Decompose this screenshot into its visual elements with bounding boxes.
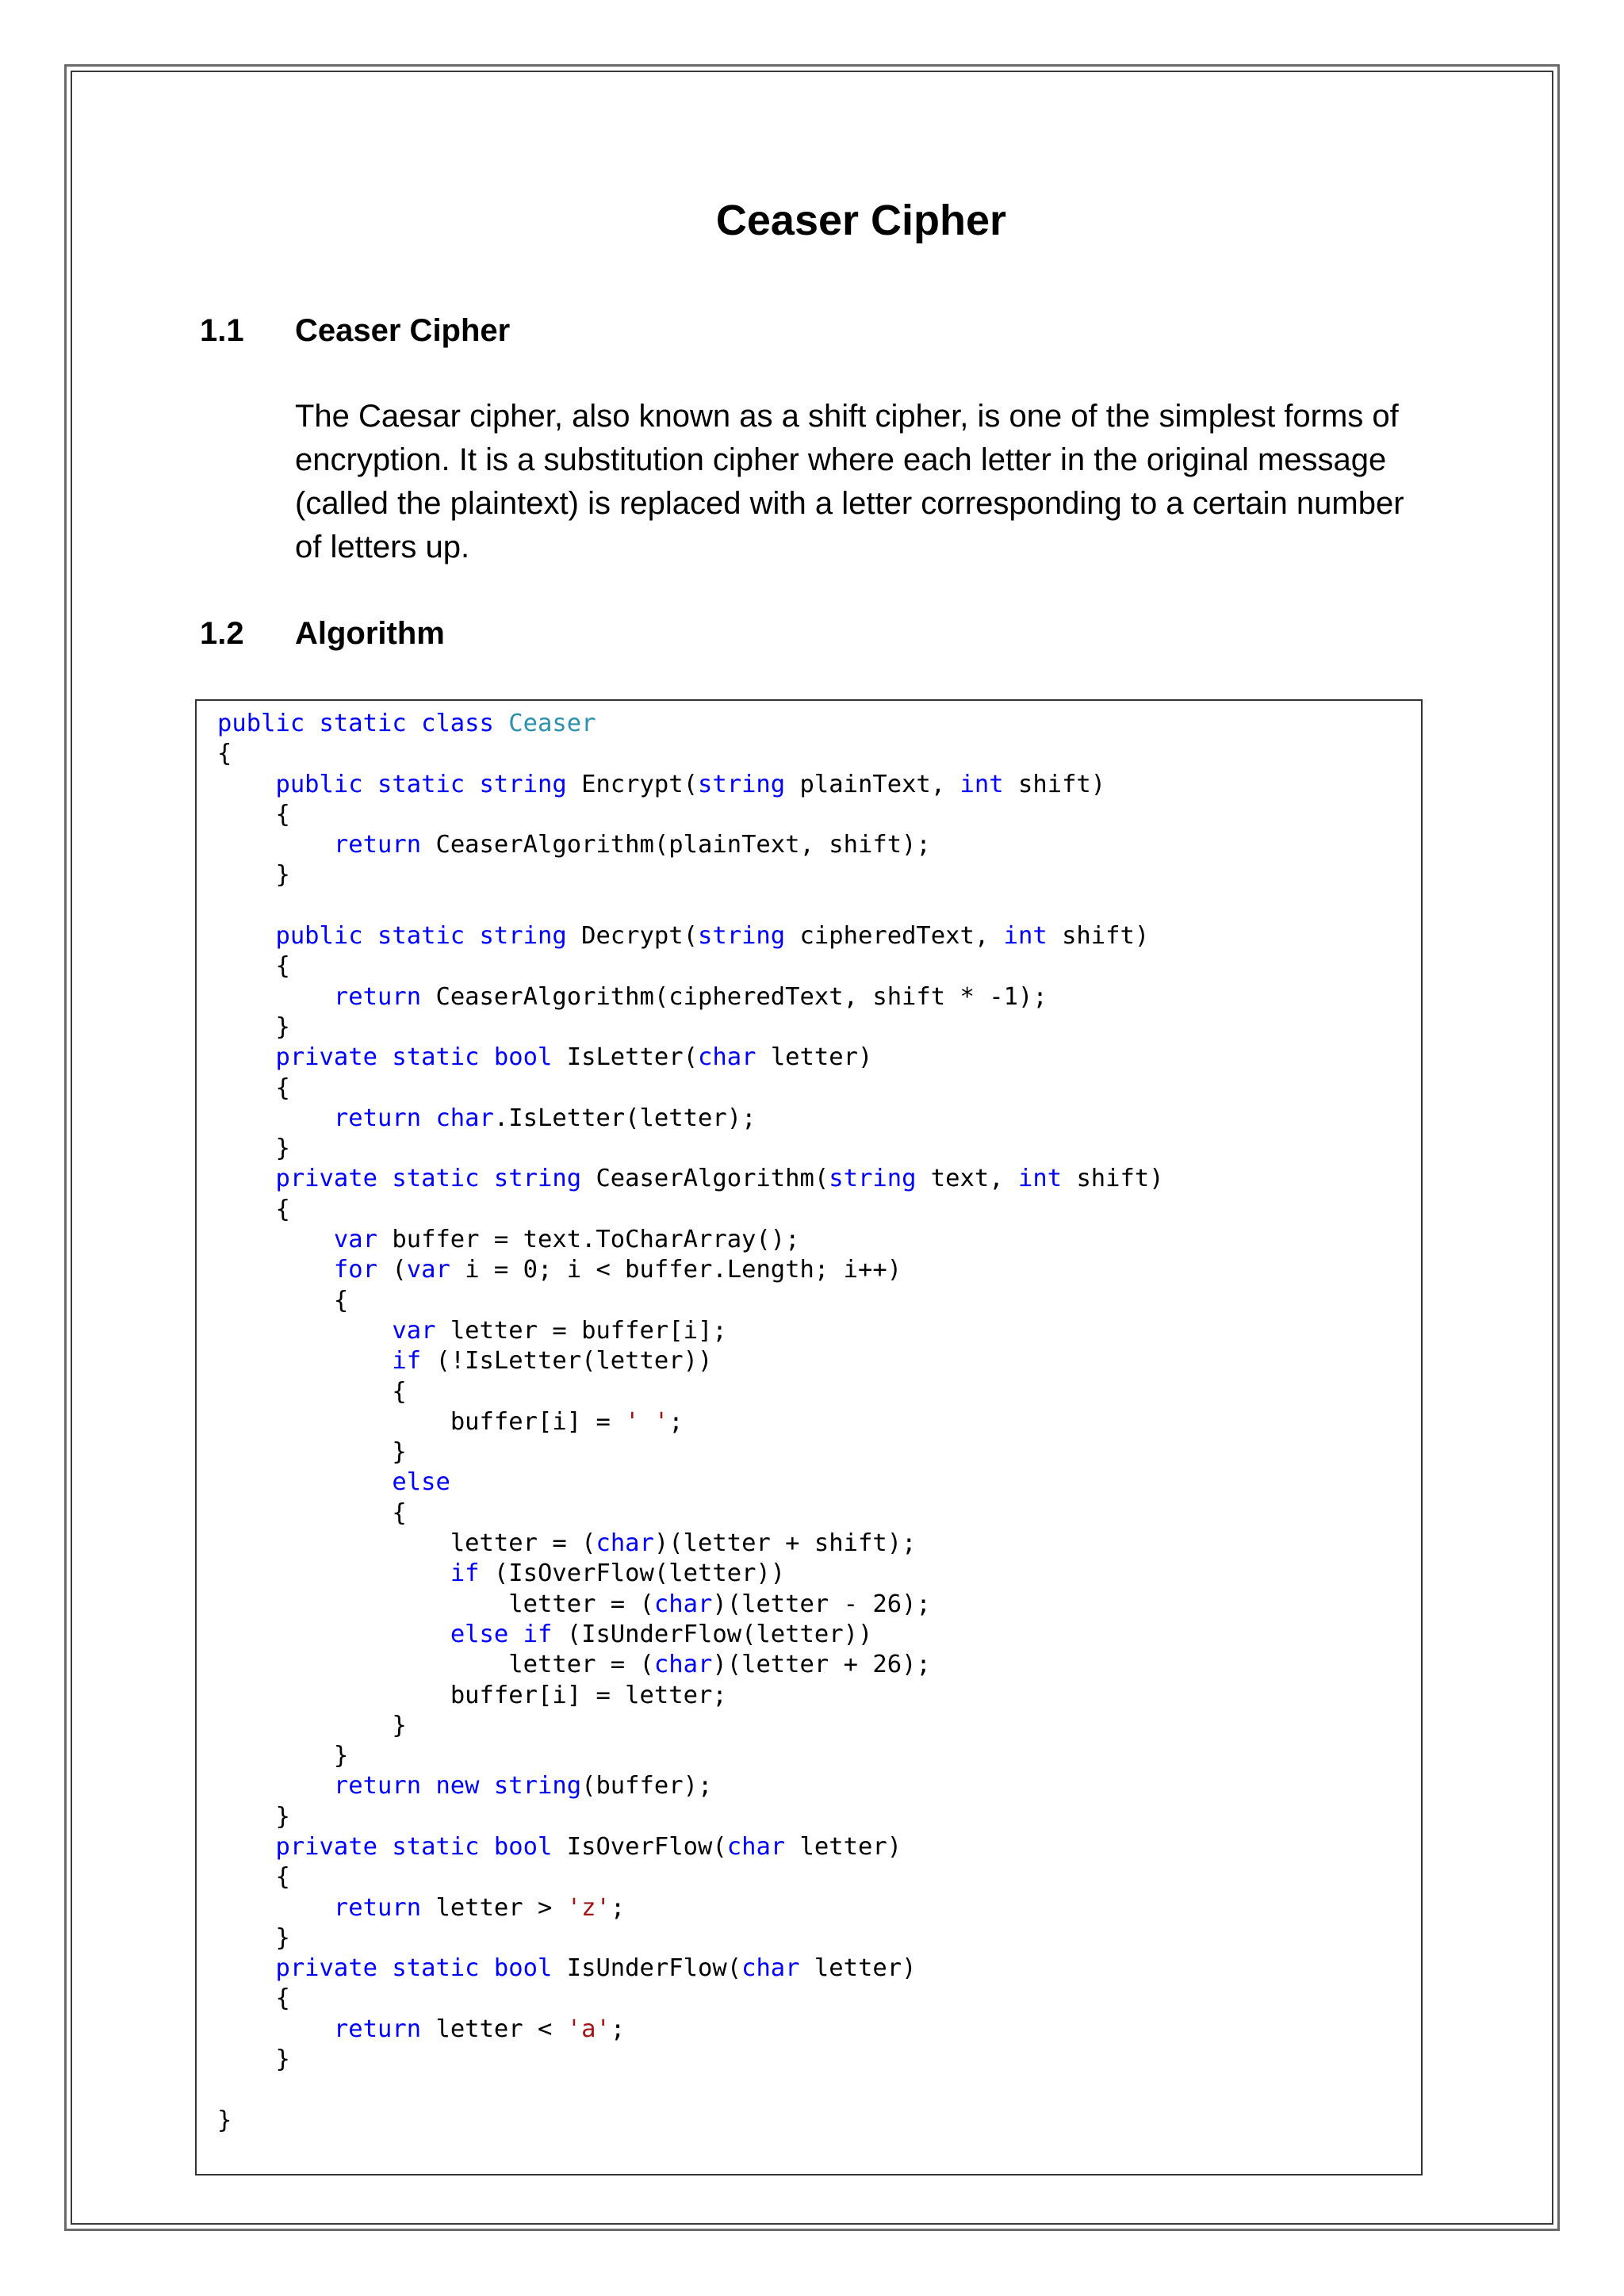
code-token-keyword: var <box>392 1316 450 1345</box>
code-token-plain: buffer[i] = <box>217 1407 626 1436</box>
code-listing <box>217 709 1164 2136</box>
code-token-plain: text, <box>930 1165 1018 1193</box>
section-title: Ceaser Cipher <box>295 313 511 348</box>
code-token-plain <box>217 1894 334 1922</box>
code-token-keyword: string <box>697 770 800 798</box>
code-token-keyword: char <box>726 1832 800 1861</box>
code-token-keyword: if <box>392 1347 436 1376</box>
code-token-plain <box>217 1621 450 1648</box>
code-line <box>217 1741 1164 1771</box>
code-token-keyword: char <box>653 1651 713 1679</box>
section-number: 1.2 <box>200 616 244 651</box>
code-token-plain: Encrypt( <box>581 770 698 798</box>
code-line <box>217 2106 1164 2136</box>
code-token-plain: { <box>217 1377 407 1406</box>
code-line <box>217 1681 1164 1711</box>
code-line <box>217 1437 1164 1468</box>
code-token-keyword: var <box>333 1226 393 1254</box>
code-token-plain: letter > <box>435 1893 567 1922</box>
code-token-plain: } <box>217 1923 290 1952</box>
code-token-plain: } <box>217 1438 407 1467</box>
code-token-plain <box>217 1954 275 1982</box>
code-token-keyword: char <box>741 1954 814 1983</box>
code-line <box>217 709 1164 739</box>
code-token-plain: ; <box>610 2015 626 2043</box>
code-token-plain: { <box>217 1984 290 2013</box>
code-line <box>217 1225 1164 1255</box>
code-line <box>217 1316 1164 1346</box>
code-line <box>217 1104 1164 1134</box>
code-line <box>217 1984 1164 2014</box>
code-line <box>217 770 1164 800</box>
code-line <box>217 1590 1164 1620</box>
code-line <box>217 891 1164 921</box>
code-line <box>217 1771 1164 1801</box>
code-token-plain <box>217 1833 275 1861</box>
code-token-keyword: else if <box>450 1620 567 1648</box>
code-line <box>217 1012 1164 1043</box>
code-line <box>217 830 1164 860</box>
code-token-keyword: public static string <box>275 770 582 798</box>
code-token-keyword: public static class <box>217 710 509 737</box>
code-line <box>217 1954 1164 1984</box>
code-line <box>217 951 1164 982</box>
code-line <box>217 1377 1164 1407</box>
code-token-plain: )(letter - 26); <box>712 1590 931 1618</box>
code-line <box>217 1134 1164 1164</box>
code-token-plain: )(letter + shift); <box>653 1529 917 1558</box>
code-token-keyword: string <box>697 922 800 951</box>
code-token-plain: CeaserAlgorithm(plainText, shift); <box>435 831 931 859</box>
code-token-plain: shift) <box>1062 922 1150 951</box>
code-token-plain: (buffer); <box>581 1772 713 1800</box>
code-token-keyword: return new string <box>333 1772 582 1800</box>
code-token-keyword: private static bool <box>275 1954 567 1983</box>
code-token-plain: } <box>217 1742 349 1770</box>
code-line <box>217 1620 1164 1650</box>
code-token-plain: } <box>217 1012 290 1041</box>
code-line <box>217 2075 1164 2105</box>
code-token-keyword: else <box>392 1468 450 1497</box>
code-token-plain: cipheredText, <box>799 922 1004 951</box>
code-token-plain: shift) <box>1017 770 1106 798</box>
code-token-plain: Decrypt( <box>581 922 698 951</box>
code-token-plain: shift) <box>1076 1165 1164 1193</box>
code-line <box>217 1893 1164 1923</box>
code-line <box>217 1923 1164 1954</box>
code-token-plain: (!IsLetter(letter)) <box>435 1347 713 1376</box>
code-token-plain <box>217 1468 392 1496</box>
code-token-plain: } <box>217 1135 290 1163</box>
code-token-plain: plainText, <box>799 770 960 798</box>
code-token-keyword: private static bool <box>275 1043 567 1072</box>
code-token-plain: } <box>217 1711 407 1739</box>
code-token-plain: { <box>217 740 232 768</box>
code-token-keyword: int <box>1003 922 1063 951</box>
code-token-plain <box>217 1256 334 1284</box>
code-token-plain: letter) <box>814 1954 917 1983</box>
code-token-plain: { <box>217 800 290 828</box>
code-token-keyword: int <box>959 770 1018 798</box>
code-line <box>217 1164 1164 1194</box>
code-token-keyword: private static bool <box>275 1832 567 1861</box>
code-token-keyword: string <box>829 1165 931 1193</box>
code-line <box>217 1862 1164 1892</box>
code-token-plain: letter) <box>770 1043 873 1072</box>
code-token-keyword: int <box>1017 1165 1077 1193</box>
code-token-plain: CeaserAlgorithm(cipheredText, shift * -1); <box>435 982 1048 1011</box>
code-token-keyword: return char <box>333 1104 494 1132</box>
code-token-plain: (IsUnderFlow(letter)) <box>566 1620 873 1648</box>
code-line <box>217 1195 1164 1225</box>
code-token-plain: ; <box>610 1893 626 1922</box>
code-line <box>217 2015 1164 2045</box>
code-token-keyword: char <box>653 1590 713 1618</box>
code-token-plain: letter < <box>435 2015 567 2043</box>
code-token-plain: (IsOverFlow(letter)) <box>493 1559 786 1588</box>
code-token-keyword: char <box>596 1529 654 1558</box>
code-line <box>217 800 1164 830</box>
code-token-plain: { <box>217 1195 290 1223</box>
code-token-plain <box>217 1559 450 1587</box>
intro-paragraph: The Caesar cipher, also known as a shift cipher, is one of the simplest forms of encryption. It is a substitution cipher where each letter in the original message (called the plaintext) is replaced with a letter corresponding to a certain number of letters up. <box>295 399 1404 564</box>
code-token-str: ' ' <box>625 1407 669 1436</box>
code-token-keyword: public static string <box>275 922 582 951</box>
code-line <box>217 1286 1164 1316</box>
code-token-keyword: return <box>333 982 436 1011</box>
code-token-keyword: var <box>406 1256 465 1284</box>
code-line <box>217 1043 1164 1073</box>
code-line <box>217 1346 1164 1376</box>
code-token-keyword: for <box>333 1256 393 1284</box>
code-token-plain <box>217 1772 334 1800</box>
code-token-plain: ; <box>668 1407 684 1436</box>
code-token-plain: } <box>217 2106 232 2134</box>
code-token-plain <box>217 922 275 950</box>
code-token-plain <box>217 1347 392 1375</box>
code-token-plain: IsUnderFlow( <box>566 1954 742 1983</box>
code-line <box>217 1468 1164 1498</box>
code-line <box>217 1802 1164 1832</box>
code-line <box>217 2045 1164 2075</box>
code-token-plain <box>217 1043 275 1071</box>
code-token-plain: { <box>217 1498 407 1527</box>
code-token-plain: } <box>217 1802 290 1831</box>
code-token-plain <box>217 1317 392 1345</box>
code-token-plain: letter = ( <box>217 1590 654 1618</box>
code-line <box>217 1529 1164 1559</box>
code-line <box>217 739 1164 769</box>
code-token-plain <box>217 983 334 1011</box>
code-listing-box <box>195 699 1423 2175</box>
code-token-str: 'z' <box>566 1893 611 1922</box>
code-token-plain <box>217 771 275 798</box>
code-token-plain: CeaserAlgorithm( <box>596 1165 829 1193</box>
code-token-plain: buffer[i] = letter; <box>217 1681 727 1709</box>
code-token-keyword: return <box>333 2015 436 2043</box>
code-token-plain: { <box>217 952 290 981</box>
code-token-plain: IsOverFlow( <box>566 1832 727 1861</box>
code-token-plain <box>217 2015 334 2043</box>
code-token-keyword: char <box>697 1043 771 1072</box>
code-token-plain: i = 0; i < buffer.Length; i++) <box>465 1256 902 1284</box>
code-token-plain: .IsLetter(letter); <box>493 1104 756 1132</box>
code-token-plain <box>217 1165 275 1192</box>
code-token-plain <box>217 1104 334 1132</box>
code-token-plain: { <box>217 1073 290 1102</box>
code-token-plain: } <box>217 861 290 890</box>
code-token-plain: letter = ( <box>217 1529 596 1558</box>
code-line <box>217 1073 1164 1104</box>
code-token-plain: )(letter + 26); <box>712 1651 931 1679</box>
code-token-plain: letter = ( <box>217 1651 654 1679</box>
code-token-plain: IsLetter( <box>566 1043 698 1072</box>
code-token-plain: { <box>217 1863 290 1892</box>
section-number: 1.1 <box>200 313 244 348</box>
code-line <box>217 1498 1164 1529</box>
code-token-plain: buffer = text.ToCharArray(); <box>392 1226 800 1254</box>
code-token-plain: } <box>217 2045 290 2074</box>
code-line <box>217 921 1164 951</box>
code-line <box>217 1832 1164 1862</box>
code-token-keyword: if <box>450 1559 494 1588</box>
code-token-keyword: private static string <box>275 1165 596 1193</box>
document-title: Ceaser Cipher <box>715 197 1007 244</box>
code-line <box>217 1407 1164 1437</box>
code-token-plain <box>217 831 334 859</box>
code-token-plain: letter = buffer[i]; <box>450 1316 727 1345</box>
section-title: Algorithm <box>295 616 445 651</box>
code-token-plain: ( <box>392 1256 407 1284</box>
code-line <box>217 1559 1164 1589</box>
section-heading-algorithm <box>200 612 445 655</box>
code-line <box>217 1711 1164 1741</box>
code-token-type: Ceaser <box>508 710 596 737</box>
code-line <box>217 1255 1164 1285</box>
code-line <box>217 982 1164 1012</box>
code-line <box>217 1650 1164 1680</box>
code-token-plain: { <box>217 1286 349 1314</box>
code-token-keyword: return <box>333 831 436 859</box>
section-heading-ceaser-cipher <box>200 309 510 352</box>
code-token-plain: letter) <box>799 1832 902 1861</box>
code-line <box>217 860 1164 890</box>
code-token-keyword: return <box>333 1893 436 1922</box>
code-token-str: 'a' <box>566 2015 611 2043</box>
code-token-plain <box>217 1226 334 1253</box>
